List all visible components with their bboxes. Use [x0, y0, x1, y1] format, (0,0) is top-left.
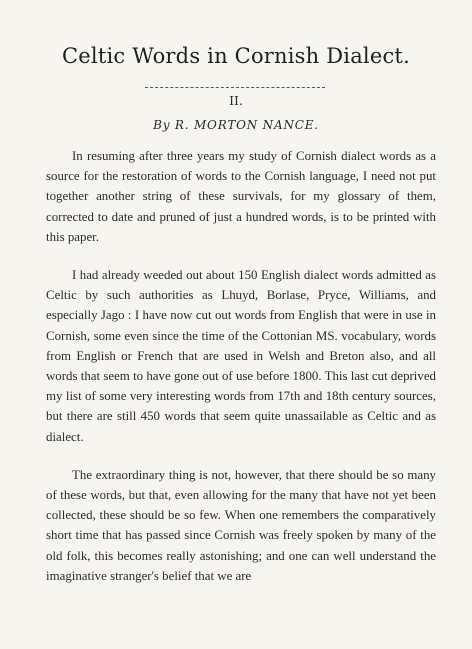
- section-number: II.: [229, 93, 243, 108]
- article-body: [46, 146, 436, 604]
- author-byline: By R. MORTON NANCE.: [153, 118, 319, 132]
- title-divider: [145, 87, 325, 88]
- article-title: Celtic Words in Cornish Dialect.: [62, 44, 410, 68]
- paragraph-2: I had already weeded out about 150 English dialect words admitted as Celtic by such authorities as Lhuyd, Borlase, Pryce, Williams, and especially Jago : I have now cut out words from English that were in use in Cornish, some even since the time of the Cottonian MS. vocabulary, words from English or French that are used in Welsh and Breton also, and all words that seem to have gone out of use before 1800. This last cut deprived my list of some very interesting words from 17th and 18th century sources, but there are still 450 words that seem quite unassailable as Celtic and as dialect.: [46, 268, 436, 444]
- paragraph-1: In resuming after three years my study of Cornish dialect words as a source for the restoration of words to the Cornish language, I need not put together another string of these survivals, for my glossary of them, corrected to date and pruned of just a hundred words, is to be printed with this paper.: [46, 149, 436, 244]
- paragraph-3: The extraordinary thing is not, however, that there should be so many of these words, but that, even allowing for the many that have not yet been collected, these should be so few. When one remembers the comparatively short time that has passed since Cornish was freely spoken by many of the old folk, this becomes really astonishing; and one can well understand the imaginative stranger's belief that we are: [46, 467, 436, 583]
